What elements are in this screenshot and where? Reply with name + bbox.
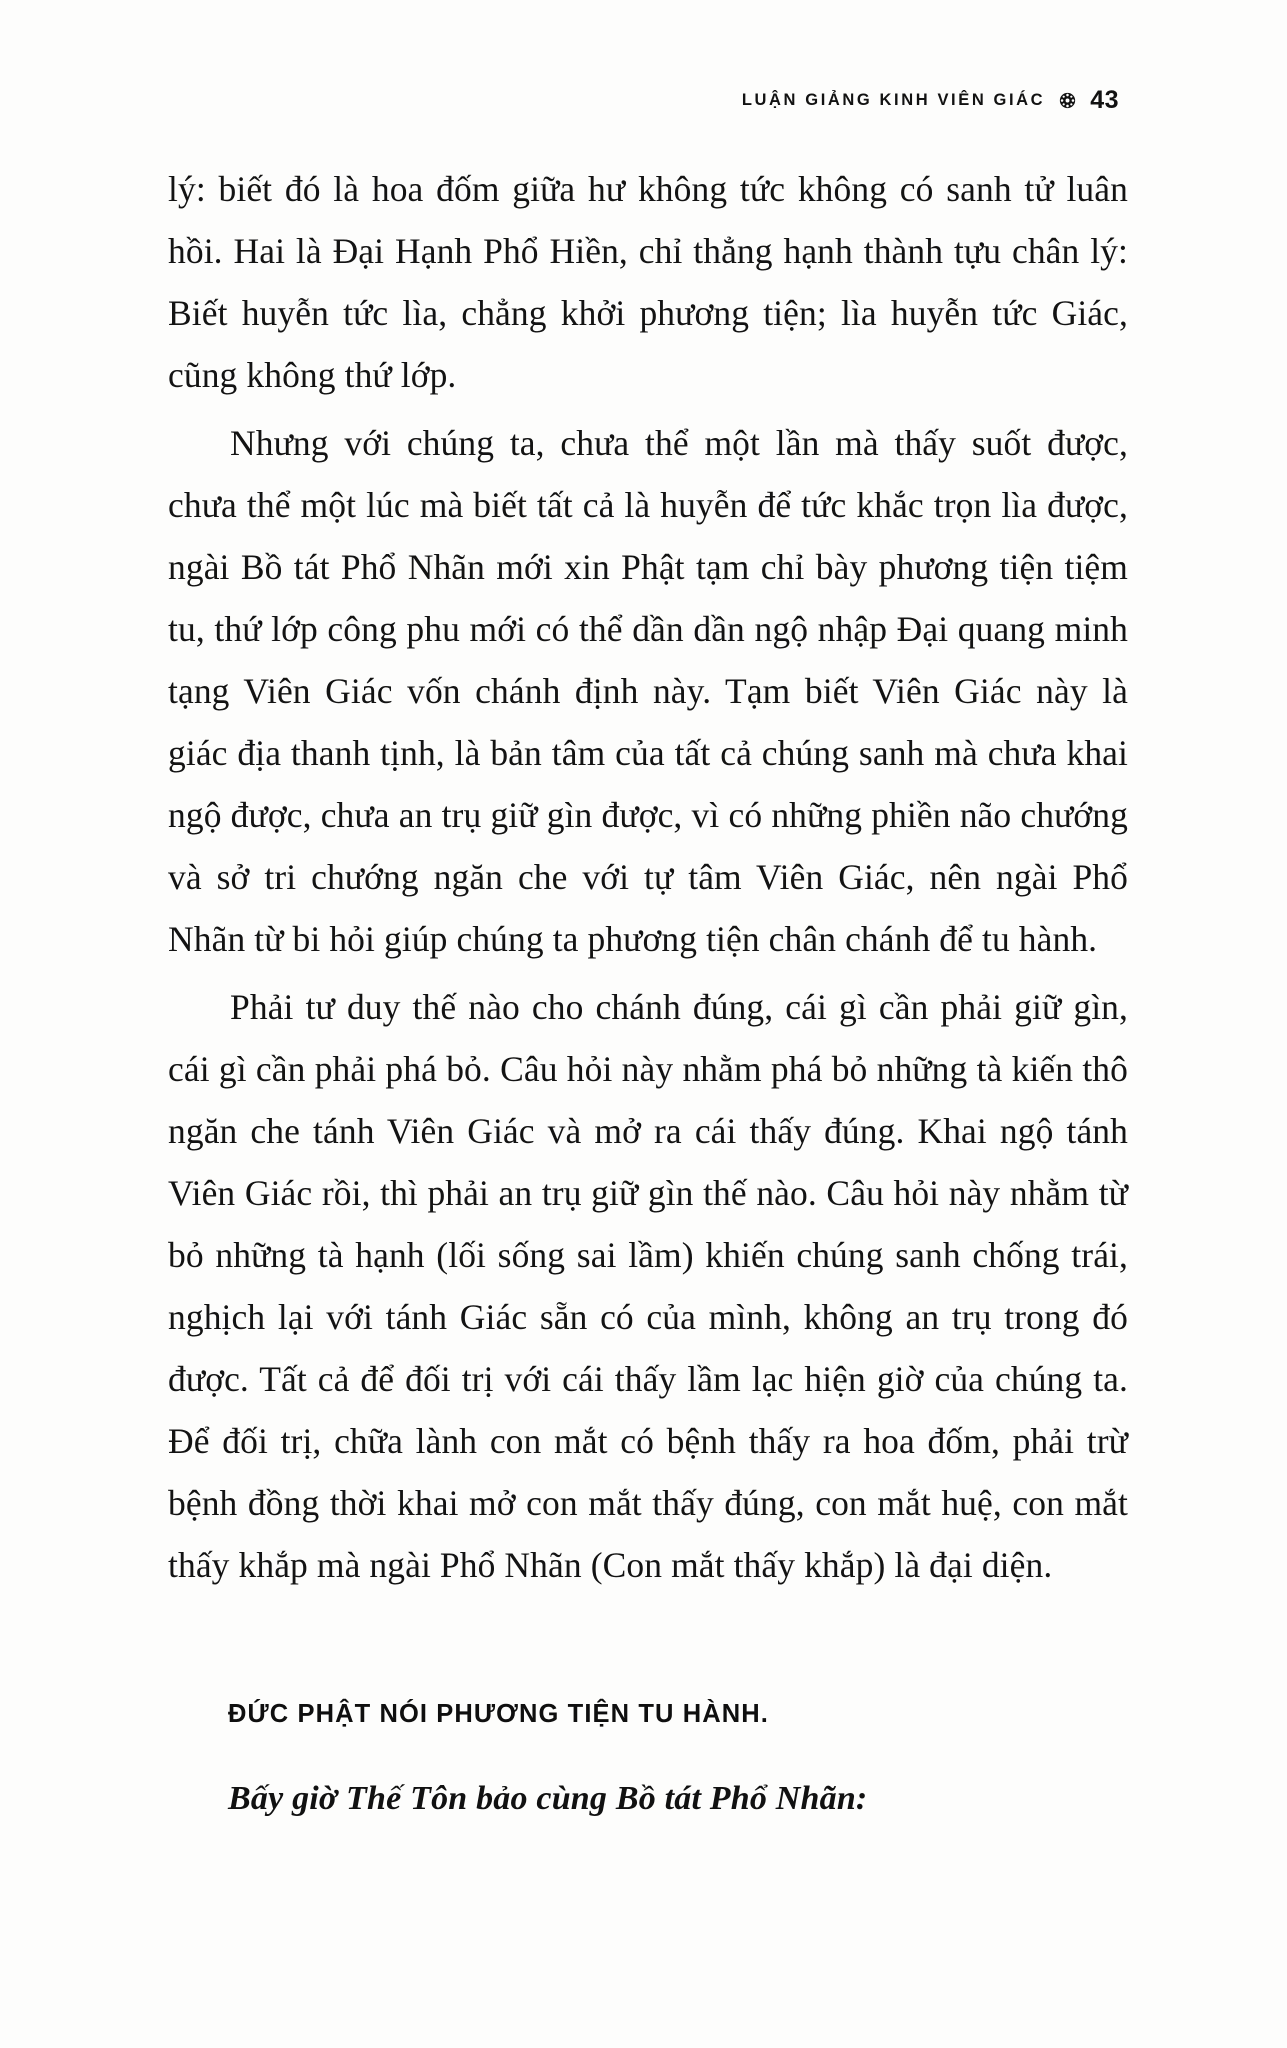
page-number: 43 bbox=[1090, 86, 1119, 114]
running-head bbox=[742, 88, 1119, 113]
section-lead-line: Bấy giờ Thế Tôn bảo cùng Bồ tát Phổ Nhãn: bbox=[228, 1780, 868, 1817]
running-head-title: LUẬN GIẢNG KINH VIÊN GIÁC bbox=[741, 91, 1046, 109]
paragraph: lý: biết đó là hoa đốm giữa hư không tức không có sanh tử luân hồi. Hai là Đại Hạnh Phổ Hiền, chỉ thẳng hạnh thành tựu chân lý: Biết huyễn tức lìa, chẳng khởi phương tiện; lìa huyễn tức Giác, cũng không thứ lớp. bbox=[168, 169, 1128, 395]
section-heading: ĐỨC PHẬT NÓI PHƯƠNG TIỆN TU HÀNH. bbox=[228, 1700, 769, 1728]
flower-ornament-icon bbox=[1059, 92, 1076, 109]
paragraph: Nhưng với chúng ta, chưa thể một lần mà thấy suốt được, chưa thể một lúc mà biết tất cả là huyễn để tức khắc trọn lìa được, ngài Bồ tát Phổ Nhãn mới xin Phật tạm chỉ bày phương tiện tiệm tu, thứ lớp công phu mới có thể dần dần ngộ nhập Đại quang minh tạng Viên Giác vốn chánh định này. Tạm biết Viên Giác này là giác địa thanh tịnh, là bản tâm của tất cả chúng sanh mà chưa khai ngộ được, chưa an trụ giữ gìn được, vì có những phiền não chướng và sở tri chướng ngăn che với tự tâm Viên Giác, nên ngài Phổ Nhãn từ bi hỏi giúp chúng ta phương tiện chân chánh để tu hành. bbox=[168, 423, 1128, 959]
body-text-block bbox=[168, 158, 1128, 1602]
paragraph: Phải tư duy thế nào cho chánh đúng, cái gì cần phải giữ gìn, cái gì cần phải phá bỏ. Câu hỏi này nhằm phá bỏ những tà kiến thô ngăn che tánh Viên Giác và mở ra cái thấy đúng. Khai ngộ tánh Viên Giác rồi, thì phải an trụ giữ gìn thế nào. Câu hỏi này nhằm từ bỏ những tà hạnh (lối sống sai lầm) khiến chúng sanh chống trái, nghịch lại với tánh Giác sẵn có của mình, không an trụ trong đó được. Tất cả để đối trị với cái thấy lầm lạc hiện giờ của chúng ta. Để đối trị, chữa lành con mắt có bệnh thấy ra hoa đốm, phải trừ bệnh đồng thời khai mở con mắt thấy đúng, con mắt huệ, con mắt thấy khắp mà ngài Phổ Nhãn (Con mắt thấy khắp) là đại diện. bbox=[168, 987, 1128, 1585]
